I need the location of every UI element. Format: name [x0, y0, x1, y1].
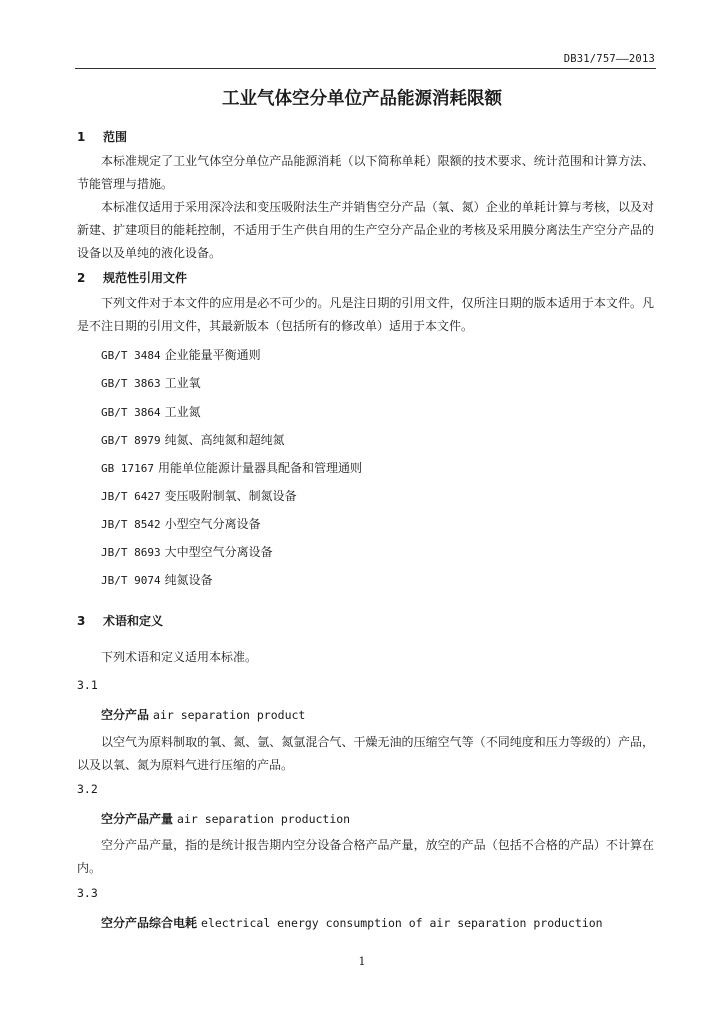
term-definition: 空分产品产量，指的是统计报告期内空分设备合格产品产量，放空的产品（包括不合格的产品）不计算在内。	[77, 838, 654, 875]
section-number: 1	[77, 130, 86, 144]
section-heading-scope	[77, 128, 127, 145]
standard-code: DB31/757——2013	[563, 53, 655, 65]
reference-item: GB/T 3863 工业氧	[101, 376, 201, 390]
reference-item: JB/T 9074 纯氮设备	[101, 573, 213, 587]
document-title: 工业气体空分单位产品能源消耗限额	[222, 89, 502, 109]
page-number: 1	[358, 955, 366, 968]
term-heading: 空分产品综合电耗 electrical energy consumption of air separation production	[101, 916, 603, 930]
scope-paragraph-1: 本标准规定了工业气体空分单位产品能源消耗（以下简称单耗）限额的技术要求、统计范围和计算方法、节能管理与措施。	[77, 154, 654, 191]
term-heading: 空分产品 air separation product	[101, 708, 306, 722]
reference-item: GB/T 3484 企业能量平衡通则	[101, 348, 261, 362]
term-number: 3.3	[77, 886, 98, 900]
section-number: 3	[77, 614, 86, 628]
section-title: 术语和定义	[103, 614, 164, 628]
section-heading-references	[77, 269, 187, 286]
term-number: 3.1	[77, 678, 98, 692]
term-definition: 以空气为原料制取的氧、氮、氩、氮氩混合气、干燥无油的压缩空气等（不同纯度和压力等级的）产品，以及以氧、氮为原料气进行压缩的产品。	[77, 735, 654, 772]
term-heading: 空分产品产量 air separation production	[101, 812, 351, 826]
section-heading-terms	[77, 612, 163, 629]
reference-item: JB/T 8693 大中型空气分离设备	[101, 545, 273, 559]
section-title: 规范性引用文件	[103, 271, 188, 285]
reference-item: JB/T 8542 小型空气分离设备	[101, 517, 261, 531]
section-number: 2	[77, 271, 86, 285]
header-rule	[75, 68, 656, 69]
scope-paragraph-2: 本标准仅适用于采用深冷法和变压吸附法生产并销售空分产品（氧、氮）企业的单耗计算与考核，以及对新建、扩建项目的能耗控制，不适用于生产供自用的生产空分产品企业的考核及采用膜分离法生产空分产品的设备以及单纯的液化设备。	[77, 200, 654, 260]
section-title: 范围	[103, 130, 128, 144]
reference-item: GB 17167 用能单位能源计量器具配备和管理通则	[101, 461, 362, 475]
reference-item: GB/T 3864 工业氮	[101, 405, 201, 419]
term-number: 3.2	[77, 782, 98, 796]
terms-intro: 下列术语和定义适用本标准。	[101, 650, 258, 664]
reference-item: JB/T 6427 变压吸附制氧、制氮设备	[101, 489, 297, 503]
references-intro: 下列文件对于本文件的应用是必不可少的。凡是注日期的引用文件，仅所注日期的版本适用于本文件。凡是不注日期的引用文件，其最新版本（包括所有的修改单）适用于本文件。	[77, 296, 654, 333]
reference-item: GB/T 8979 纯氮、高纯氮和超纯氮	[101, 433, 285, 447]
